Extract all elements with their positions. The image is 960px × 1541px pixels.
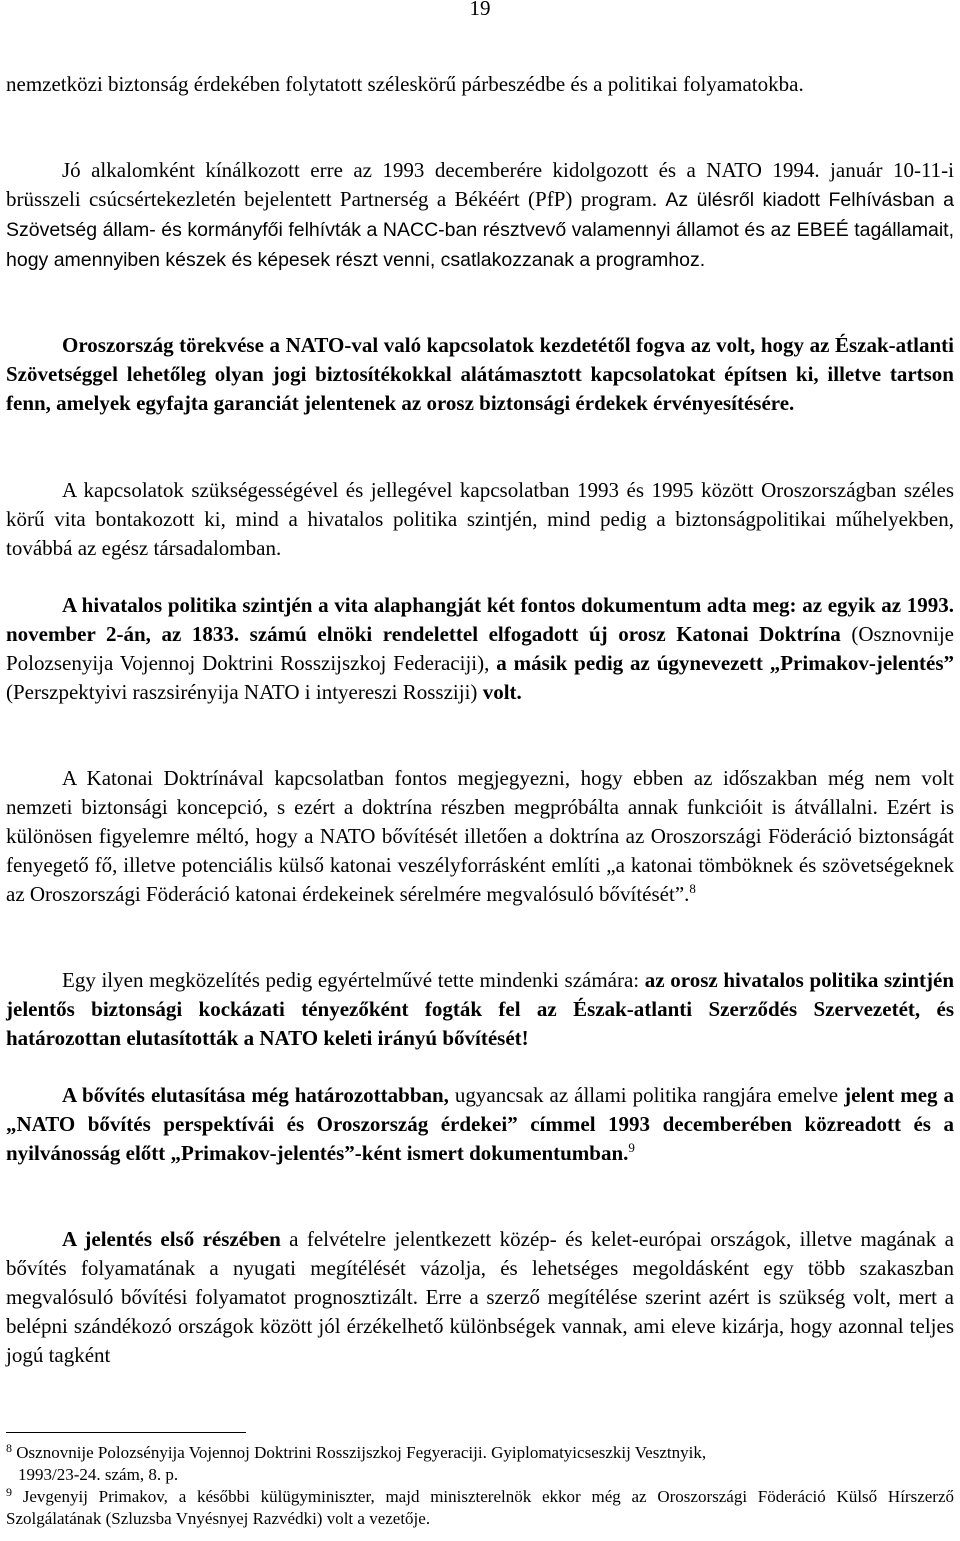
page-number: 19	[469, 0, 491, 20]
footnote-ref-8: 8	[689, 881, 696, 896]
paragraph-5-text-1: (Osznovnije Polozsenyija Vojennoj Doktrini Rosszijszkoj Federaciji),	[6, 622, 954, 675]
paragraph-3-bold: Oroszország törekvése a NATO-val való kapcsolatok kezdetétől fogva az volt, hogy az Észak-atlanti Szövetséggel lehetőleg olyan jogi biztosítékokkal alátámasztott kapcsolatokat építsen ki, illetve tartson fenn, amelyek egyfajta garanciát jelentenek az orosz biztonsági érdekek érvényesítésére.	[6, 333, 954, 415]
paragraph-2	[6, 156, 954, 275]
footnote-ref-9: 9	[628, 1140, 635, 1155]
paragraph-6	[6, 764, 954, 909]
footnote-8-line-2: 1993/23-24. szám, 8. p.	[18, 1465, 179, 1484]
paragraph-9	[6, 1225, 954, 1370]
footnote-9-number: 9	[6, 1485, 12, 1499]
paragraph-5-bold-1: A hivatalos politika szintjén a vita alaphangját két fontos dokumentum adta meg: az egyik az 1993. november 2-án, az 1833. számú elnöki rendelettel elfogadott új orosz Katonai Doktrína	[6, 593, 954, 646]
paragraph-5-bold-3: volt.	[482, 680, 522, 704]
paragraph-2-text: Jó alkalomként kínálkozott erre az 1993 decemberére kidolgozott és a NATO 1994. január 10-11-i brüsszeli csúcsértekezletén bejelentett Partnerség a Békéért (PfP) program.	[6, 158, 954, 211]
paragraph-1	[6, 70, 954, 99]
paragraph-8-text: ugyancsak az állami politika rangjára emelve	[448, 1083, 845, 1107]
paragraph-7-text: Egy ilyen megközelítés pedig egyértelművé tette mindenki számára:	[62, 968, 645, 992]
paragraph-7	[6, 966, 954, 1053]
footnote-9	[6, 1486, 954, 1530]
paragraph-6-text: A Katonai Doktrínával kapcsolatban fontos megjegyezni, hogy ebben az időszakban még nem volt nemzeti biztonsági koncepció, s ezért a doktrína részben megpróbálta annak funkcióit is átvállalni. Ezért is különösen figyelemre méltó, hogy a NATO bővítését illetően a doktrína az Oroszországi Föderáció biztonságát fenyegető fő, illetve potenciális külső katonai veszélyforrásként említi „a katonai tömböknek és szövetségeknek az Oroszországi Föderáció katonai érdekeinek sérelmére megvalósuló bővítését”.	[6, 766, 954, 906]
paragraph-1-text: nemzetközi biztonság érdekében folytatott széleskörű párbeszédbe és a politikai folyamatokba.	[6, 72, 804, 96]
footnote-8-number: 8	[6, 1441, 12, 1455]
paragraph-7-bold: az orosz hivatalos politika szintjén jelentős biztonsági kockázati tényezőként fogták fel az Észak-atlanti Szerződés Szervezetét, és határozottan elutasították a NATO keleti irányú bővítését!	[6, 968, 954, 1050]
paragraph-9-bold: A jelentés első részében	[62, 1227, 281, 1251]
paragraph-4	[6, 476, 954, 563]
paragraph-5-text-2: (Perszpektyivi raszsirényija NATO i intyereszi Rossziji)	[6, 680, 483, 704]
footnote-8	[6, 1442, 954, 1486]
paragraph-8-bold-2: jelent meg a „NATO bővítés perspektívái és Oroszország érdekei” címmel 1993 decemberében közreadott és a nyilvánosság előtt „Primakov-jelentés”-ként ismert dokumentumban.	[6, 1083, 954, 1165]
paragraph-4-text: A kapcsolatok szükségességével és jellegével kapcsolatban 1993 és 1995 között Oroszországban széles körű vita bontakozott ki, mind a hivatalos politika szintjén, mind pedig a biztonságpolitikai műhelyekben, továbbá az egész társadalomban.	[6, 478, 954, 560]
paragraph-9-text: a felvételre jelentkezett közép- és kelet-európai országok, illetve magának a bővítés folyamatának a nyugati megítélését vázolja, és lehetséges megoldásként egy több szakaszban megvalósuló bővítési folyamatot prognosztizált. Erre a szerző megítélése szerint azért is szükség volt, mert a belépni szándékozó országok között jól érzékelhető különbségek vannak, ami eleve kizárja, hogy azonnal teljes jogú tagként	[6, 1227, 954, 1367]
paragraph-5	[6, 591, 954, 707]
paragraph-2-sans-text: Az ülésről kiadott Felhívásban a Szövetség állam- és kormányfői felhívták a NACC-ban résztvevő valamennyi államot és az EBEÉ tagállamait, hogy amennyiben készek és képesek részt venni, csatlakozzanak a programhoz.	[6, 189, 955, 271]
footnote-divider	[6, 1432, 246, 1433]
paragraph-3	[6, 331, 954, 418]
footnote-9-text: Jevgenyij Primakov, a későbbi külügyminiszter, majd miniszterelnök ekkor még az Oroszországi Föderáció Külső Hírszerző Szolgálatának (Szluzsba Vnyésnyej Razvédki) volt a vezetője.	[6, 1487, 954, 1528]
footnote-8-line-1: Osznovnije Polozsényija Vojennoj Doktrini Rosszijszkoj Fegyeraciji. Gyiplomatyicseszkij Vesztnyik,	[16, 1443, 707, 1462]
paragraph-8	[6, 1081, 954, 1168]
paragraph-8-bold-1: A bővítés elutasítása még határozottabban,	[62, 1083, 449, 1107]
paragraph-5-bold-2: a másik pedig az úgynevezett „Primakov-jelentés”	[496, 651, 954, 675]
